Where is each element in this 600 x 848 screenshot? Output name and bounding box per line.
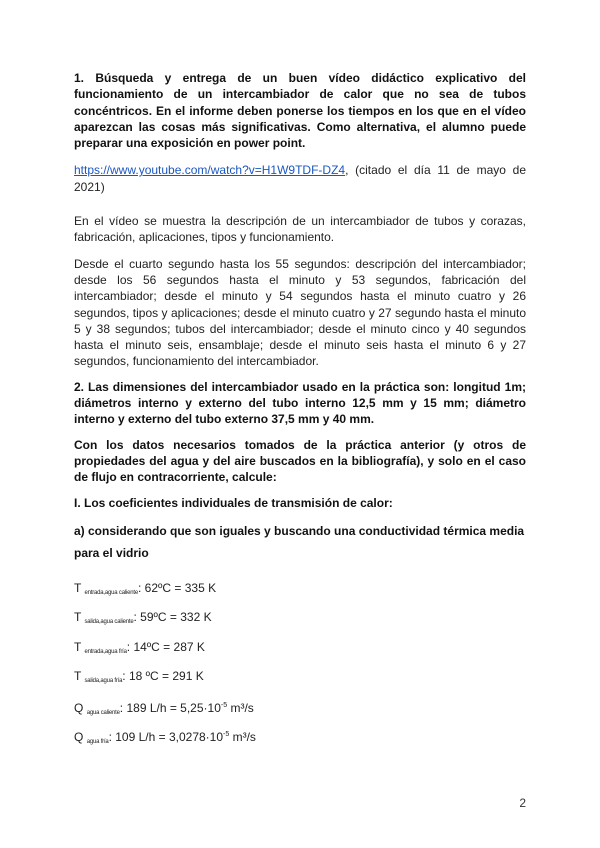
variable-symbol: T <box>74 639 82 654</box>
variable-value: : 14ºC = 287 K <box>126 639 205 654</box>
subsection-a: a) considerando que son iguales y buscando una conductividad térmica media para el vidrio <box>74 523 525 560</box>
variable-subscript: agua fría <box>86 739 109 746</box>
variable-value: : 189 L/h = 5,25·10 <box>119 700 221 715</box>
variable-subscript: salida,agua fría <box>84 678 123 685</box>
variable-row <box>74 726 526 744</box>
video-timestamps: Desde el cuarto segundo hasta los 55 segundos: descripción del intercambiador; desde los 56 segundos hasta el minuto y 53 segundos, fabricación del intercambiador; desde el minuto y 54 segundos hasta el minuto cuatro y 26 segundos, tipos y aplicaciones; desde el minuto cuatro y 27 segundo hasta el minuto 5 y 38 segundos; tubos del intercambiador; desde el minuto cinco y 40 segundos hasta el minuto seis, ensamblaje; desde el minuto seis hasta el minuto 6 y 27 segundos, funcionamiento del intercambiador. <box>74 256 526 369</box>
variable-row <box>74 608 526 626</box>
variable-value: : 18 ºC = 291 K <box>122 669 204 684</box>
variable-subscript: entrada,agua fría <box>84 648 127 655</box>
variable-row <box>74 697 526 715</box>
video-description: En el vídeo se muestra la descripción de un intercambiador de tubos y corazas, fabricación, aplicaciones, tipos y funcionamiento. <box>74 214 526 245</box>
variable-list <box>74 579 526 745</box>
question-2: 2. Las dimensiones del intercambiador usado en la práctica son: longitud 1m; diámetros interno y externo del tubo interno 12,5 mm y 15 mm; diámetro interno y externo del tubo externo 37,5 mm y 40 mm. <box>74 379 526 427</box>
page-content <box>74 70 526 756</box>
section-heading-i: I. Los coeficientes individuales de transmisión de calor: <box>74 495 393 510</box>
variable-value: : 62ºC = 335 K <box>137 580 217 595</box>
variable-subscript: salida,agua caliente <box>84 619 134 626</box>
variable-value: : 109 L/h = 3,0278·10 <box>108 730 224 745</box>
variable-symbol: T <box>74 610 82 625</box>
calculation-intro: Con los datos necesarios tomados de la práctica anterior (y otros de propiedades del agua y del aire buscados en la bibliografía), y solo en el caso de flujo en contracorriente, calcule: <box>74 437 526 485</box>
variable-symbol: T <box>74 669 82 684</box>
variable-subscript: agua caliente <box>86 709 120 716</box>
variable-symbol: Q <box>74 700 84 715</box>
variable-exponent: -5 <box>223 731 230 739</box>
variable-unit: m³/s <box>229 730 256 745</box>
variable-row <box>74 638 526 656</box>
variable-value: : 59ºC = 332 K <box>133 610 212 625</box>
page-number: 2 <box>519 796 526 810</box>
video-citation <box>74 162 526 195</box>
variable-subscript: entrada,agua caliente <box>84 589 138 596</box>
citation-date: , (citado el día 11 de mayo de 2021) <box>74 163 526 194</box>
variable-unit: m³/s <box>227 700 254 715</box>
variable-exponent: -5 <box>220 701 228 709</box>
youtube-link[interactable]: https://www.youtube.com/watch?v=H1W9TDF-DZ4 <box>74 163 346 178</box>
question-1: 1. Búsqueda y entrega de un buen vídeo didáctico explicativo del funcionamiento de un intercambiador de calor que no sea de tubos concéntricos. En el informe deben ponerse los tiempos en los que en el vídeo aparezcan las cosas más significativas. Como alternativa, el alumno puede preparar una exposición en power point. <box>74 71 526 151</box>
variable-row <box>74 579 526 597</box>
variable-symbol: Q <box>74 730 84 745</box>
variable-symbol: T <box>74 580 82 595</box>
variable-row <box>74 667 526 685</box>
